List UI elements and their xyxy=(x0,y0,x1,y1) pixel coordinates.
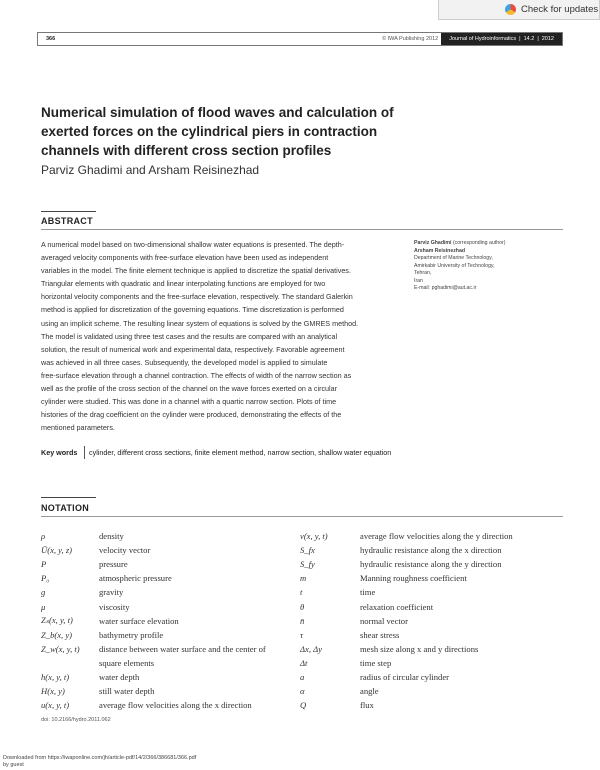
abstract-line: solution, the result of numerical work and experimental data, respectively. Favorable agreement xyxy=(41,344,345,354)
notation-symbol: S_fx xyxy=(300,545,315,556)
notation-row xyxy=(300,614,513,628)
divider xyxy=(41,516,563,517)
abstract-line: variables in the model. The finite element technique is applied to discretize the spatial derivatives. xyxy=(41,266,351,276)
notation-symbol: Z_b(x, y) xyxy=(41,629,73,640)
page-number: 366 xyxy=(46,36,56,42)
abstract-line: horizontal velocity components and the free-surface elevation, respectively. The standard Galerkin xyxy=(41,292,353,302)
notation-definition: atmospheric pressure xyxy=(99,573,172,584)
notation-symbol: n̄ xyxy=(300,615,305,626)
abstract-heading: ABSTRACT xyxy=(41,216,93,226)
notation-symbol: Z_w(x, y, t) xyxy=(41,643,80,654)
notation-symbol: τ xyxy=(300,629,304,640)
doi: doi: 10.2166/hydro.2011.062 xyxy=(41,717,111,723)
notation-definition: square elements xyxy=(99,657,155,668)
notation-row xyxy=(41,670,266,684)
crossmark-icon xyxy=(505,4,516,15)
notation-definition: mesh size along x and y directions xyxy=(360,643,479,654)
notation-symbol: θ xyxy=(300,601,305,612)
notation-row xyxy=(300,684,513,698)
notation-definition: flux xyxy=(360,700,374,711)
notation-row xyxy=(41,684,266,698)
abstract-line: method is applied for discretization of the governing equations. Time discretization is performed xyxy=(41,305,344,315)
notation-definition: time step xyxy=(360,657,392,668)
notation-symbol: S_fy xyxy=(300,559,315,570)
notation-row xyxy=(300,656,513,670)
abstract-line: averaged velocity components with free-surface elevation have been used as independent xyxy=(41,253,329,263)
notation-symbol: Δt xyxy=(300,657,308,668)
authors: Parviz Ghadimi and Arsham Reisinezhad xyxy=(41,163,260,177)
notation-definition: water surface elevation xyxy=(99,615,179,626)
notation-definition: viscosity xyxy=(99,601,130,612)
notation-symbol: h(x, y, t) xyxy=(41,671,70,682)
abstract-text xyxy=(41,238,401,434)
notation-definition: hydraulic resistance along the x direction xyxy=(360,545,502,556)
notation-row xyxy=(300,543,513,557)
abstract-line: was achieved in all three cases. Subsequently, the developed model is applied to simulate xyxy=(41,357,328,367)
divider xyxy=(41,211,96,212)
abstract-line: histories of the drag coefficient on the cylinder were produced, demonstrating the effects of the xyxy=(41,410,342,420)
notation-definition: time xyxy=(360,587,376,598)
copyright: © IWA Publishing 2012 xyxy=(382,36,439,42)
notation-row xyxy=(41,557,266,571)
notation-definition: radius of circular cylinder xyxy=(360,671,450,682)
notation-symbol: Ū(x, y, z) xyxy=(41,545,73,556)
notation-row xyxy=(300,698,513,712)
notation-symbol: Δx, Δy xyxy=(300,643,323,654)
notation-definition: hydraulic resistance along the y direction xyxy=(360,559,502,570)
notation-row xyxy=(41,656,266,670)
download-notice: Downloaded from https://iwaponline.com/jh/article-pdf/14/2/366/386681/366.pdf by guest xyxy=(3,755,197,768)
notation-list-right xyxy=(300,529,513,712)
notation-definition: relaxation coefficient xyxy=(360,601,434,612)
abstract-line: free-surface elevation through a channel contraction. The effects of width of the narrow section as xyxy=(41,370,352,380)
notation-row xyxy=(41,614,266,628)
notation-symbol: Zₛ(x, y, t) xyxy=(41,615,73,626)
notation-definition: density xyxy=(99,531,124,542)
abstract-line: using an implicit scheme. The resulting linear system of equations is solved by the GMRES method. xyxy=(41,318,359,328)
notation-symbol: ρ xyxy=(41,531,46,542)
notation-row xyxy=(41,642,266,656)
notation-heading: NOTATION xyxy=(41,503,90,513)
notation-symbol: H(x, y) xyxy=(41,686,65,697)
notation-symbol: P xyxy=(41,559,47,570)
notation-symbol: t xyxy=(300,587,303,598)
notation-row xyxy=(41,585,266,599)
notation-symbol: P₀ xyxy=(41,573,50,584)
notation-definition: angle xyxy=(360,686,379,697)
divider xyxy=(41,229,563,230)
notation-row xyxy=(41,543,266,557)
notation-row xyxy=(300,628,513,642)
article-title: Numerical simulation of flood waves and calculation of exerted forces on the cylindrical piers in contraction channels with different cross section profiles xyxy=(41,105,394,158)
notation-definition: water depth xyxy=(99,671,140,682)
notation-row xyxy=(41,698,266,712)
running-header xyxy=(37,32,563,46)
notation-symbol: u(x, y, t) xyxy=(41,700,70,711)
notation-row xyxy=(41,628,266,642)
notation-row xyxy=(300,529,513,543)
abstract-line: The model is validated using three test cases and the results are compared with an analytical xyxy=(41,331,338,341)
abstract-line: well as the profile of the cross section of the channel on the wave forces exerted on a circular xyxy=(41,384,338,394)
notation-symbol: a xyxy=(300,671,305,682)
abstract-line: Triangular elements with quadratic and linear interpolating functions are employed for two xyxy=(41,279,326,289)
notation-symbol: m xyxy=(300,573,307,584)
notation-definition: average flow velocities along the x direction xyxy=(99,700,252,711)
notation-symbol: v(x, y, t) xyxy=(300,531,328,542)
notation-definition: distance between water surface and the center of xyxy=(99,643,266,654)
abstract-line: A numerical model based on two-dimensional shallow water equations is presented. The depth- xyxy=(41,240,345,249)
notation-definition: normal vector xyxy=(360,615,408,626)
notation-definition: velocity vector xyxy=(99,545,151,556)
notation-row xyxy=(300,670,513,684)
notation-row xyxy=(300,599,513,613)
author-affiliation: Parviz Ghadimi (corresponding author) Arsham Reisinezhad Department of Marine Technology, Amirkabir University of Technology, Tehran, Iran E-mail: pghadimi@aut.ac.ir xyxy=(414,240,506,291)
notation-definition: still water depth xyxy=(99,686,155,697)
notation-symbol: α xyxy=(300,686,305,697)
divider xyxy=(41,497,96,498)
notation-row xyxy=(300,571,513,585)
notation-symbol: μ xyxy=(41,601,46,612)
notation-definition: gravity xyxy=(99,587,124,598)
notation-row xyxy=(41,529,266,543)
notation-definition: shear stress xyxy=(360,629,400,640)
notation-row xyxy=(300,642,513,656)
notation-row xyxy=(41,571,266,585)
notation-definition: pressure xyxy=(99,559,128,570)
notation-symbol: Q xyxy=(300,700,307,711)
abstract-line: mentioned parameters. xyxy=(41,423,115,433)
notation-symbol: g xyxy=(41,587,46,598)
notation-definition: bathymetry profile xyxy=(99,629,164,640)
notation-definition: average flow velocities along the y direction xyxy=(360,531,513,542)
journal-info: Journal of Hydroinformatics | 14.2 | 2012 xyxy=(441,33,562,45)
notation-row xyxy=(41,599,266,613)
notation-definition: Manning roughness coefficient xyxy=(360,573,467,584)
keywords: Key words cylinder, different cross sections, finite element method, narrow section, shallow water equation xyxy=(41,448,392,457)
abstract-line: cylinder were studied. This was done in a channel with a quartic narrow section. Plots of time xyxy=(41,397,337,407)
notation-row xyxy=(300,585,513,599)
notation-row xyxy=(300,557,513,571)
check-for-updates-button[interactable]: Check for updates xyxy=(438,0,600,20)
notation-list-left xyxy=(41,529,266,712)
